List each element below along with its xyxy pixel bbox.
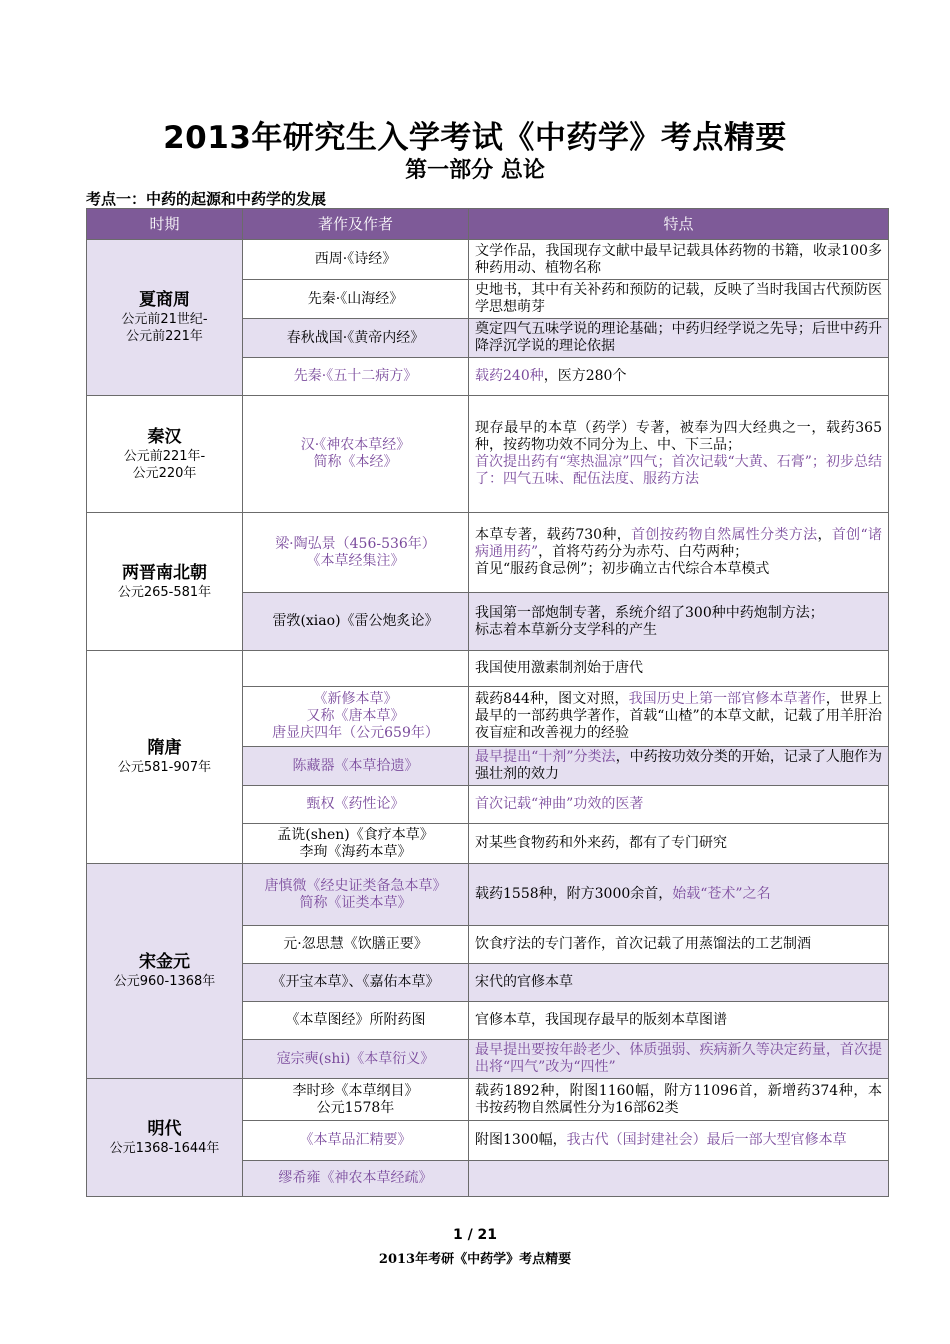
work-segment: 《新修本草》 <box>313 691 398 707</box>
work-cell <box>243 1040 469 1079</box>
feature-segment: 首次记载“神曲”功效的医著 <box>475 796 644 812</box>
work-segment: 李珣《海药本草》 <box>299 843 412 860</box>
table-row <box>87 1079 889 1121</box>
work-segment: 寇宗奭(shi)《本草衍义》 <box>276 1050 435 1067</box>
work-segment: 西周·《诗经》 <box>314 251 397 267</box>
period-range: 公元前21世纪- <box>121 312 208 327</box>
work-segment: 《本草经集注》 <box>306 552 405 569</box>
feature-segment: 宋代的官修本草 <box>475 974 573 990</box>
work-segment: 梁·陶弘景（456-536年） <box>275 535 436 552</box>
period-range: 公元581-907年 <box>117 760 212 775</box>
feature-segment: 首次提出药有“寒热温凉”四气；首次记载“大黄、石膏”；初步总结了：四气五味、配伍法度、服药方法 <box>475 454 882 487</box>
feature-cell <box>469 319 889 358</box>
work-cell <box>243 926 469 964</box>
section-heading: 考点一：中药的起源和中药学的发展 <box>86 190 327 208</box>
work-cell <box>243 513 469 593</box>
work-cell <box>243 1121 469 1161</box>
feature-segment: 最早提出要按年龄老少、体质强弱、疾病新久等决定药量，首次提出将“四气”改为“四性” <box>475 1042 882 1075</box>
period-name: 明代 <box>147 1118 182 1139</box>
feature-segment: 最早提出“十剂”分类法 <box>475 749 616 765</box>
feature-segment: 我古代（国封建社会）最后一部大型官修本草 <box>566 1132 847 1148</box>
feature-cell <box>469 824 889 864</box>
work-cell <box>243 651 469 687</box>
work-segment: 缪希雍《神农本草经疏》 <box>278 1170 433 1186</box>
work-cell <box>243 1002 469 1040</box>
feature-segment: 奠定四气五味学说的理论基础；中药归经学说之先导；后世中药升降浮沉学说的理论依据 <box>475 321 882 354</box>
period-cell <box>87 651 243 864</box>
feature-segment: 载药1558种，附方3000余首， <box>475 886 673 902</box>
work-segment: 《本草图经》所附药图 <box>285 1012 426 1028</box>
work-segment: 《开宝本草》、《嘉佑本草》 <box>271 974 440 990</box>
history-table <box>86 208 889 1197</box>
feature-segment: ，首将芍药分为赤芍、白芍两种； <box>538 544 749 560</box>
feature-cell <box>469 396 889 513</box>
feature-cell <box>469 687 889 747</box>
feature-cell <box>469 964 889 1002</box>
work-segment: 简称《证类本草》 <box>299 894 412 911</box>
feature-segment: 本草专著，载药730种， <box>475 527 632 543</box>
period-cell <box>87 1079 243 1197</box>
period-range: 公元265-581年 <box>117 584 212 600</box>
feature-segment: 标志着本草新分支学科的产生 <box>475 621 657 638</box>
feature-cell <box>469 786 889 824</box>
period-name: 隋唐 <box>147 738 182 758</box>
work-segment: 《本草品汇精要》 <box>299 1132 412 1148</box>
feature-cell <box>469 513 889 593</box>
feature-cell <box>469 651 889 687</box>
feature-cell <box>469 747 889 786</box>
period-name: 宋金元 <box>139 952 190 972</box>
work-segment: 公元1578年 <box>316 1099 395 1116</box>
work-segment: 陈藏器《本草拾遗》 <box>292 757 419 774</box>
feature-segment: ，医方280个 <box>543 368 627 384</box>
feature-cell <box>469 864 889 926</box>
header-period: 时期 <box>87 209 243 240</box>
feature-segment: 我国第一部炮制专著，系统介绍了300种中药炮制方法； <box>475 604 824 621</box>
feature-cell <box>469 593 889 651</box>
feature-cell <box>469 1079 889 1121</box>
work-cell <box>243 864 469 926</box>
work-cell <box>243 280 469 319</box>
work-cell <box>243 358 469 396</box>
work-cell <box>243 1161 469 1197</box>
period-cell <box>87 396 243 513</box>
work-segment: 简称《本经》 <box>313 454 398 470</box>
table-row <box>87 240 889 280</box>
period-range: 公元960-1368年 <box>113 974 216 989</box>
feature-segment: 首创“诸病通用药” <box>475 527 882 560</box>
feature-cell <box>469 358 889 396</box>
work-segment: 唐慎微《经史证类备急本草》 <box>264 877 447 894</box>
work-segment: 春秋战国·《黄帝内经》 <box>286 329 425 346</box>
table-row <box>87 396 889 513</box>
feature-segment: 史地书，其中有关补药和预防的记载，反映了当时我国古代预防医学思想萌芽 <box>475 282 882 315</box>
table-row <box>87 651 889 687</box>
period-name: 夏商周 <box>139 290 190 310</box>
period-range: 公元前221年- <box>123 448 206 464</box>
feature-segment: 始载“苍术”之名 <box>672 886 771 902</box>
table-header-row <box>87 209 889 240</box>
work-segment: 又称《唐本草》 <box>306 708 405 724</box>
period-cell <box>87 513 243 651</box>
work-cell <box>243 396 469 513</box>
feature-cell <box>469 1161 889 1197</box>
work-cell <box>243 824 469 864</box>
period-range: 公元1368-1644年 <box>109 1140 220 1156</box>
feature-segment: 附图1300幅， <box>475 1132 567 1148</box>
work-segment: 雷敩(xiao)《雷公炮炙论》 <box>272 613 439 629</box>
part-title: 第一部分 总论 <box>405 158 545 183</box>
feature-segment: 首见“服药食忌例”；初步确立古代综合本草模式 <box>475 561 770 577</box>
feature-cell <box>469 240 889 280</box>
work-segment: 甄权《药性论》 <box>306 796 405 812</box>
feature-segment: 对某些食物药和外来药，都有了专门研究 <box>475 835 727 851</box>
feature-segment: 文学作品，我国现存文献中最早记载具体药物的书籍，收录100多种药用动、植物名称 <box>475 242 882 276</box>
work-cell <box>243 687 469 747</box>
table-body <box>87 240 889 1197</box>
table-row <box>87 864 889 926</box>
work-segment: 孟诜(shen)《食疗本草》 <box>277 826 434 843</box>
work-segment: 李时珍《本草纲目》 <box>292 1082 419 1099</box>
feature-segment: 载药240种 <box>475 368 544 384</box>
feature-cell <box>469 1040 889 1079</box>
feature-segment: 我国历史上第一部官修本草著作 <box>628 691 826 707</box>
work-segment: 元·忽思慧《饮膳正要》 <box>283 936 428 952</box>
feature-segment: 现存最早的本草（药学）专著，被奉为四大经典之一，载药365种，按药物功效不同分为上、中、下三品； <box>475 420 882 453</box>
work-segment: 唐显庆四年（公元659年） <box>272 725 439 741</box>
header-feature: 特点 <box>469 209 889 240</box>
feature-segment: ，中药按功效分类的开始，记录了人胞作为强壮剂的效力 <box>475 749 882 782</box>
period-range: 公元前221年 <box>126 329 203 344</box>
work-cell <box>243 240 469 280</box>
feature-cell <box>469 1121 889 1161</box>
footer-text: 2013年考研《中药学》考点精要 <box>378 1252 572 1267</box>
feature-segment: 载药844种，图文对照， <box>475 691 629 707</box>
feature-segment: 我国使用激素制剂始于唐代 <box>475 660 643 676</box>
period-cell <box>87 240 243 396</box>
work-segment: 先秦·《山海经》 <box>307 290 404 307</box>
feature-cell <box>469 926 889 964</box>
work-segment: 先秦·《五十二病方》 <box>293 368 418 384</box>
feature-cell <box>469 280 889 319</box>
work-cell <box>243 964 469 1002</box>
work-segment: 汉·《神农本草经》 <box>300 437 411 453</box>
feature-segment: 载药1892种，附图1160幅，附方11096首，新增药374种，本书按药物自然属性分为16部62类 <box>475 1082 882 1116</box>
feature-segment: 饮食疗法的专门著作，首次记载了用蒸馏法的工艺制酒 <box>475 936 811 952</box>
page-title: 2013年研究生入学考试《中药学》考点精要 <box>163 120 787 156</box>
page-number: 1 / 21 <box>452 1227 498 1243</box>
work-cell <box>243 593 469 651</box>
period-range: 公元220年 <box>132 465 197 481</box>
work-cell <box>243 319 469 358</box>
feature-segment: ，世界上最早的一部药典学著作，首载“山楂”的本草文献，记载了用羊肝治夜盲症和改善视力的经验 <box>475 691 883 741</box>
period-cell <box>87 864 243 1079</box>
table-row <box>87 513 889 593</box>
period-name: 两晋南北朝 <box>122 562 207 583</box>
feature-segment: 首创按药物自然属性分类方法 <box>631 527 818 543</box>
work-cell <box>243 786 469 824</box>
feature-cell <box>469 1002 889 1040</box>
work-cell <box>243 747 469 786</box>
feature-segment: 官修本草，我国现存最早的版刻本草图谱 <box>475 1012 727 1028</box>
header-work: 著作及作者 <box>243 209 469 240</box>
work-cell <box>243 1079 469 1121</box>
feature-segment: ， <box>817 527 832 543</box>
period-name: 秦汉 <box>147 426 182 447</box>
